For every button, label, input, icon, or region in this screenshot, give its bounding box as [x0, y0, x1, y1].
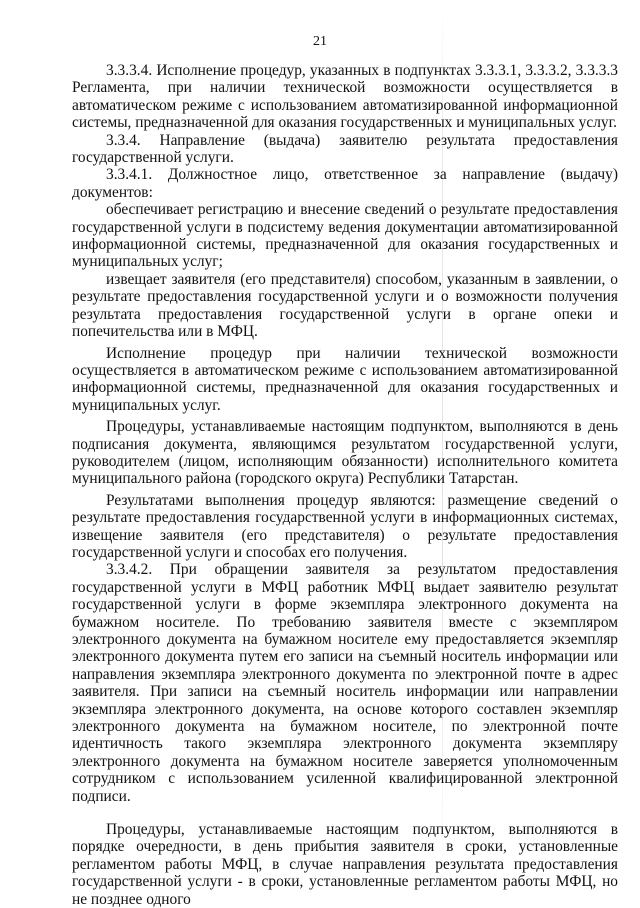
- paragraph-registration: обеспечивает регистрацию и внесение сведений о результате предоставления государственной услуги в подсистему ведения документации автоматизированной информационной системы, предназначенной для оказания государственных и муниципальных услуг;: [72, 201, 618, 271]
- paragraph-procedures-timing: Процедуры, устанавливаемые настоящим подпунктом, выполняются в день подписания документа, являющимся результатом государственной услуги, руководителем (лицом, исполняющим обязанности) исполнительного комитета муниципального района (городского округа) Республики Татарстан.: [72, 418, 618, 488]
- paragraph-mfc-order: Процедуры, устанавливаемые настоящим подпунктом, выполняются в порядке очередности, в день прибытия заявителя в сроки, установленные регламентом работы МФЦ, в случае направления результата предоставления государственной услуги - в сроки, установленные регламентом работы МФЦ, но не позднее одного: [72, 821, 618, 908]
- paragraph-3-3-3-4: 3.3.3.4. Исполнение процедур, указанных в подпунктах 3.3.3.1, 3.3.3.2, 3.3.3.3 Регламента, при наличии технической возможности осуществляется в автоматическом режиме с использованием автоматизированной информационной системы, предназначенной для оказания государственных и муниципальных услуг.: [72, 62, 618, 132]
- document-body: [72, 62, 618, 908]
- paragraph-3-3-4: 3.3.4. Направление (выдача) заявителю результата предоставления государственной услуги.: [72, 131, 618, 167]
- paragraph-notification: извещает заявителя (его представителя) способом, указанным в заявлении, о результате предоставления государственной услуги и о возможности получения результата предоставления государственной услуги в органе опеки и попечительства или в МФЦ.: [72, 270, 618, 341]
- page-number: 21: [313, 34, 327, 49]
- paragraph-automatic-mode: Исполнение процедур при наличии технической возможности осуществляется в автоматическом режиме с использованием автоматизированной информационной системы, предназначенной для оказания государственных и муниципальных услуг.: [72, 344, 618, 414]
- paragraph-results: Результатами выполнения процедур являются: размещение сведений о результате предоставления государственной услуги в информационных системах, извещение заявителя (его представителя) о результате предоставления государственной услуги и способах его получения.: [72, 491, 618, 561]
- paragraph-3-3-4-1: 3.3.4.1. Должностное лицо, ответственное за направление (выдачу) документов:: [72, 166, 618, 201]
- paragraph-3-3-4-2: 3.3.4.2. При обращении заявителя за результатом предоставления государственной услуги в МФЦ работник МФЦ выдает заявителю результат государственной услуги в форме экземпляра электронного документа на бумажном носителе. По требованию заявителя вместе с экземпляром электронного документа на бумажном носителе ему предоставляется экземпляр электронного документа путем его записи на съемный носитель информации или направления экземпляра электронного документа по электронной почте в адрес заявителя. При записи на съемный носитель информации или направлении экземпляра электронного документа, на основе которого составлен экземпляр электронного документа на бумажном носителе, по электронной почте идентичность такого экземпляра электронного документа экземпляру электронного документа на бумажном носителе заверяется уполномоченным сотрудником с использованием усиленной квалифицированной электронной подписи.: [72, 561, 618, 805]
